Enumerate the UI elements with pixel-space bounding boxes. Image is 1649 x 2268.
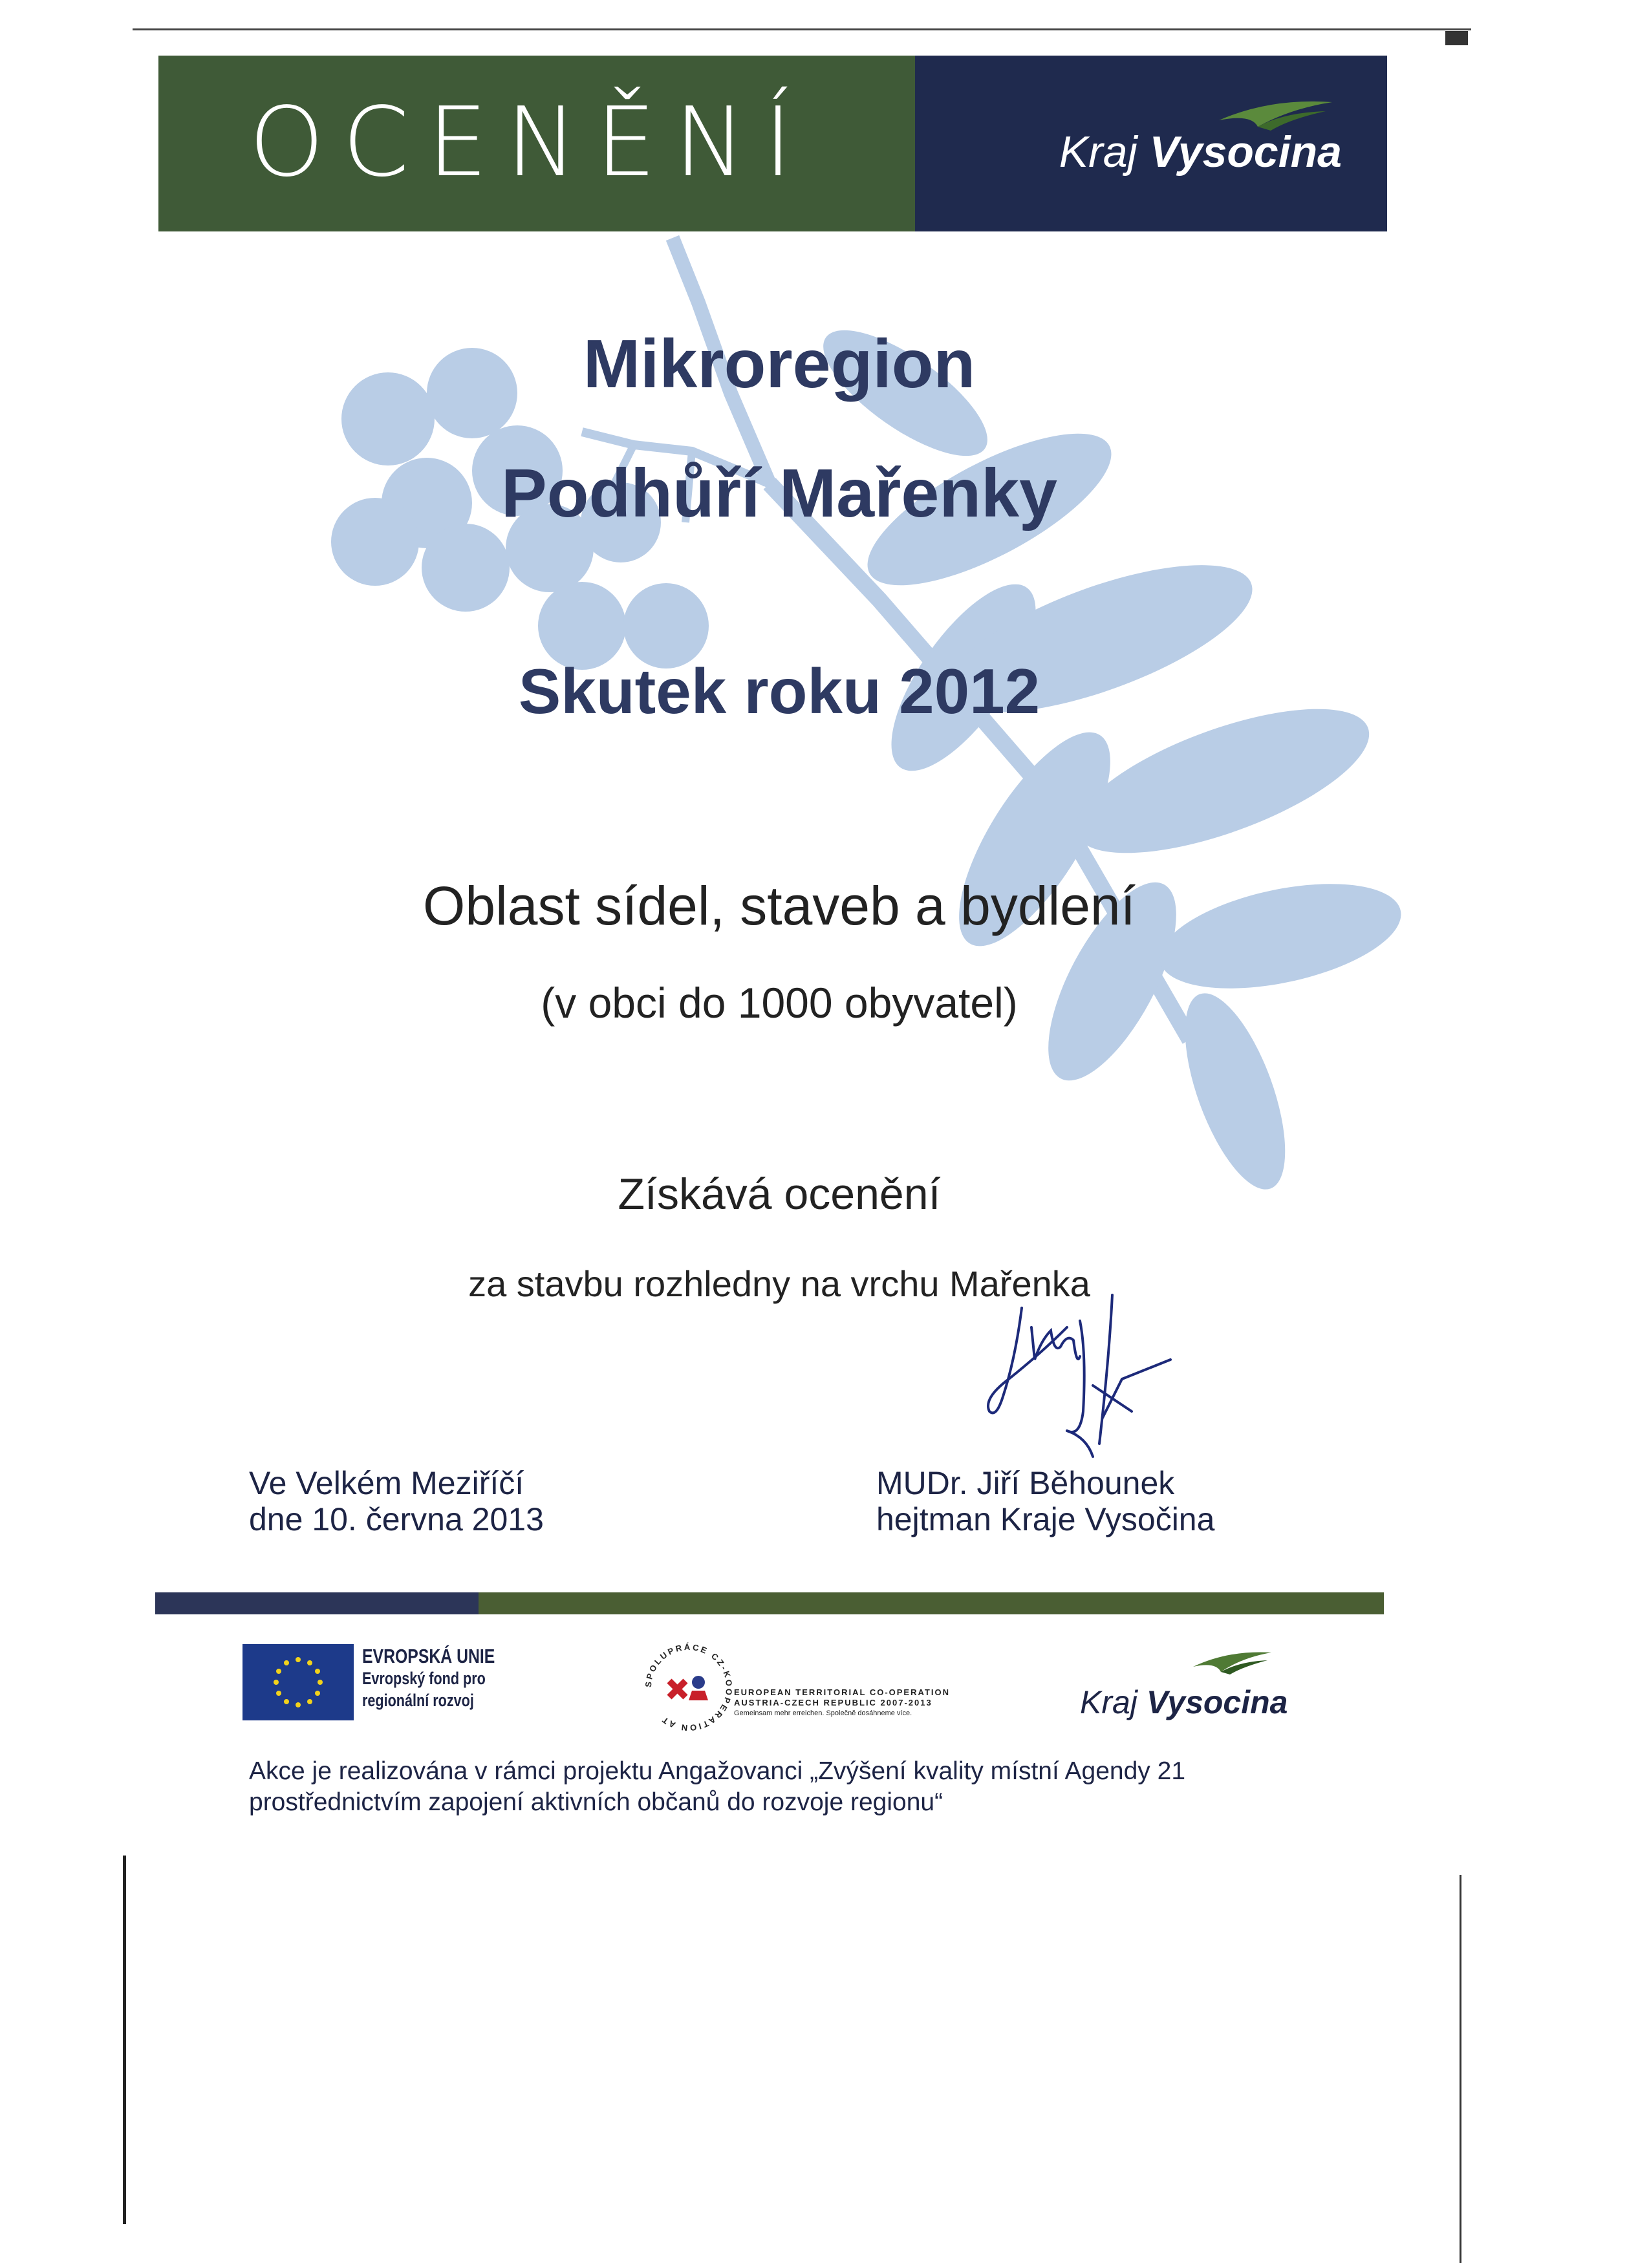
eu-fund-line2: regionální rozvoj — [362, 1691, 474, 1710]
etc-line3: Gemeinsam mehr erreichen. Společně dosáhneme více. — [734, 1709, 912, 1717]
region-name-line1: Mikroregion — [583, 326, 976, 402]
etc-line2: AUSTRIA-CZECH REPUBLIC 2007-2013 — [734, 1698, 932, 1707]
region-name-line2: Podhůří Mařenky — [501, 455, 1057, 531]
award-certificate — [129, 31, 1429, 1867]
brand-kraj-text: Kraj — [1059, 127, 1137, 177]
header-banner — [158, 56, 1387, 231]
signatory-name: MUDr. Jiří Běhounek — [876, 1465, 1175, 1501]
header-brand-panel — [915, 56, 1387, 231]
award-heading: OCENĚNÍ — [249, 87, 810, 198]
footer-divider-bar — [155, 1592, 1384, 1614]
eu-flag-icon — [242, 1644, 354, 1720]
eu-fund-line: Evropský fond pro — [362, 1669, 486, 1688]
scan-edge-top — [133, 28, 1471, 30]
award-category: Oblast sídel, staveb a bydlení — [423, 875, 1136, 936]
eu-title: EVROPSKÁ UNIE — [362, 1645, 495, 1667]
footer-brand-kraj: Kraj — [1080, 1684, 1137, 1720]
svg-text:SPOLUPRÁCE CZ-KOOPERATION AT — [643, 1642, 735, 1733]
brand-name-text: Vysocina — [1149, 127, 1342, 177]
cz-at-cooperation-logo — [637, 1636, 740, 1739]
divider-blue-segment — [155, 1592, 479, 1614]
award-reason: za stavbu rozhledny na vrchu Mařenka — [468, 1263, 1090, 1304]
eu-fund-label — [362, 1645, 495, 1711]
scan-edge-left — [123, 1856, 126, 2224]
kraj-vysocina-logo-footer — [1080, 1684, 1288, 1721]
place-and-date — [249, 1465, 544, 1537]
scan-edge-right — [1460, 1875, 1461, 2263]
project-note — [249, 1756, 1185, 1818]
signatory-block — [876, 1465, 1214, 1537]
project-note-line2: prostřednictvím zapojení aktivních občanů do rozvoje regionu“ — [249, 1788, 943, 1816]
scan-corner-mark — [1445, 31, 1468, 45]
award-subcategory: (v obci do 1000 obyvatel) — [541, 979, 1018, 1027]
award-title: Skutek roku 2012 — [518, 656, 1040, 727]
signatory-role: hejtman Kraje Vysočina — [876, 1501, 1215, 1537]
project-note-line1: Akce je realizována v rámci projektu Angažovanci „Zvýšení kvality místní Agendy 21 — [249, 1757, 1186, 1785]
header-title-panel — [158, 56, 915, 231]
receives-award-text: Získává ocenění — [618, 1170, 941, 1219]
signing-date: dne 10. června 2013 — [249, 1501, 544, 1537]
signing-place: Ve Velkém Meziříčí — [249, 1465, 524, 1501]
divider-green-segment — [479, 1592, 1384, 1614]
etc-programme-label — [734, 1687, 950, 1718]
etc-line1: EUROPEAN TERRITORIAL CO-OPERATION — [734, 1687, 950, 1697]
handwritten-signature — [970, 1282, 1203, 1476]
cz-ring-text: SPOLUPRÁCE CZ-KOOPERATION AT — [643, 1642, 735, 1733]
footer-brand-name: Vysocina — [1146, 1684, 1288, 1720]
vysocina-swoosh-icon-small — [1190, 1647, 1274, 1677]
kraj-vysocina-logo — [1059, 127, 1342, 177]
